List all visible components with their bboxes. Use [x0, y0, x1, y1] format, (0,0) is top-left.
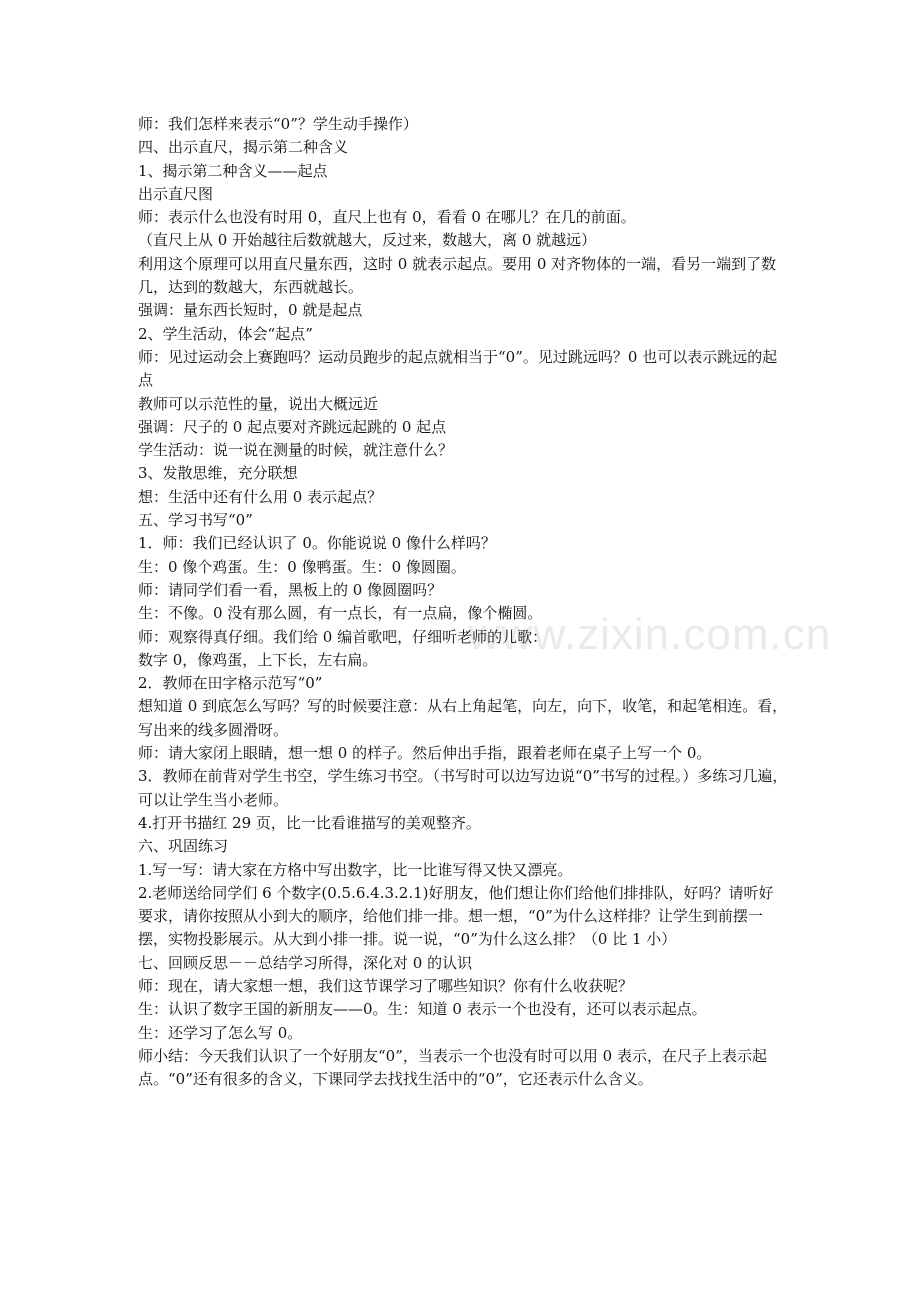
text-line: 学生活动：说一说在测量的时候，就注意什么？ [138, 441, 454, 460]
paragraph: 想知道 0 到底怎么写吗？写的时候要注意：从右上角起笔，向左，向下，收笔，和起笔相连。看，写出来的线多圆滑呀。 [138, 697, 788, 739]
text-line: 师：我们怎样来表示“0”？学生动手操作） [138, 115, 418, 133]
text-line: 强调：量东西长短时，0 就是起点 [138, 301, 363, 320]
text-line: 生：0 像个鸡蛋。生：0 像鸭蛋。生：0 像圆圈。 [138, 557, 466, 576]
paragraph: 利用这个原理可以用直尺量东西，这时 0 就表示起点。要用 0 对齐物体的一端，看另一端到了数几，达到的数越大，东西就越长。 [138, 254, 777, 297]
section-heading: 六、巩固练习 [138, 837, 229, 856]
text-line: 师：观察得真仔细。我们给 0 编首歌吧，仔细听老师的儿歌： [138, 627, 548, 646]
text-line: 师：请同学们看一看，黑板上的 0 像圆圈吗？ [138, 580, 443, 599]
paragraph: 师小结：今天我们认识了一个好朋友“0”，当表示一个也没有时可以用 0 表示，在尺子上表示起点。“0”还有很多的含义，下课同学去找找生活中的“0”，它还表示什么含义。 [138, 1046, 767, 1089]
document-body [138, 113, 788, 1091]
text-line: 1.写一写：请大家在方格中写出数字，比一比谁写得又快又漂亮。 [138, 860, 573, 879]
paragraph: 2.老师送给同学们 6 个数字(0.5.6.4.3.2.1)好朋友，他们想让你们给他们排排队，好吗？请听好要求，请你按照从小到大的顺序，给他们排一排。想一想，“0”为什么这样排？让学生到前摆一摆，实物投影展示。从大到小排一排。说一说，“0”为什么这么排？（0 比 1 小） [138, 883, 774, 949]
text-line: 强调：尺子的 0 起点要对齐跳远起跳的 0 起点 [138, 417, 447, 436]
subsection-heading: 2．教师在田字格示范写“0” [138, 674, 323, 693]
text-line: 师：表示什么也没有时用 0，直尺上也有 0，看看 0 在哪儿？在几的前面。 [138, 208, 636, 227]
section-heading: 五、学习书写“0” [138, 511, 253, 530]
paragraph: 3．教师在前背对学生书空，学生练习书空。（书写时可以边写边说“0”书写的过程。）多练习几遍，可以让学生当小老师。 [138, 767, 788, 809]
text-line: 生：不像。0 没有那么圆，有一点长，有一点扁，像个椭圆。 [138, 604, 543, 623]
text-line: 生：还学习了怎么写 0。 [138, 1023, 303, 1042]
section-heading: 七、回顾反思－－总结学习所得，深化对 0 的认识 [138, 953, 473, 972]
subsection-heading: 3、发散思维，充分联想 [138, 464, 298, 483]
subsection-heading: 2、学生活动，体会“起点” [138, 324, 313, 343]
watermark: www.zixin.com.cn [468, 610, 832, 659]
text-line: 生：认识了数字王国的新朋友——0。生：知道 0 表示一个也没有，还可以表示起点。 [138, 1000, 707, 1019]
section-heading: 四、出示直尺，揭示第二种含义 [138, 138, 349, 157]
subsection-heading: 1、揭示第二种含义——起点 [138, 161, 328, 180]
text-line: 4.打开书描红 29 页，比一比看谁描写的美观整齐。 [138, 813, 481, 832]
text-line: 出示直尺图 [138, 184, 214, 203]
text-line: 数字 0，像鸡蛋，上下长，左右扁。 [138, 650, 378, 669]
text-line: 教师可以示范性的量，说出大概远近 [138, 394, 379, 413]
text-line: 1．师：我们已经认识了 0。你能说说 0 像什么样吗？ [138, 534, 496, 553]
text-line: 师：请大家闭上眼睛，想一想 0 的样子。然后伸出手指，跟着老师在桌子上写一个 0。 [138, 744, 712, 763]
text-line: 想：生活中还有什么用 0 表示起点？ [138, 487, 383, 506]
text-line: 师：现在，请大家想一想，我们这节课学习了哪些知识？你有什么收获呢？ [138, 976, 634, 995]
text-line: （直尺上从 0 开始越往后数就越大，反过来，数越大，离 0 就越远） [138, 231, 597, 250]
paragraph: 师：见过运动会上赛跑吗？运动员跑步的起点就相当于“0”。见过跳远吗？0 也可以表示跳远的起点 [138, 347, 778, 390]
